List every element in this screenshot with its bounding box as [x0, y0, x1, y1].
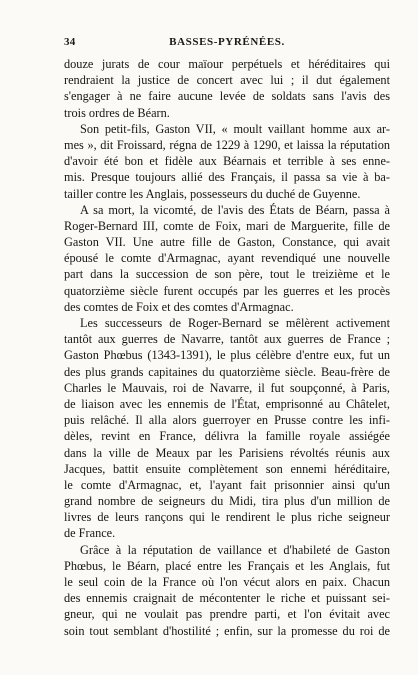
text-line: puis relâché. Il alla alors guerroyer en Prusse contre les infi- — [64, 413, 390, 428]
text-line: s'engager à ne faire aucune levée de soldats sans l'avis des — [64, 89, 390, 104]
text-line: livres de leurs rançons qui le rendirent le plus riche seigneur — [64, 510, 390, 525]
text-line: dans la ville de Meaux par les Parisiens révoltés réunis aux — [64, 445, 390, 460]
text-line: le comte d'Armagnac, et, l'ayant fait prisonnier ainsi qu'un — [64, 477, 390, 492]
text-line: le seul coin de la France où l'on vécut alors en paix. Chacun — [64, 575, 390, 589]
text-line: part dans la succession de son père, tout le treizième et le — [64, 267, 390, 282]
text-line: tailler contre les Anglais, possesseurs du duché de Guyenne. — [64, 186, 361, 201]
text-line: d'avoir été bon et fidèle aux Béarnais et terrible à ses enne- — [64, 154, 390, 169]
text-line: Roger-Bernard III, comte de Foix, mari de Marguerite, fille de — [64, 218, 390, 233]
running-title: BASSES-PYRÉNÉES. — [169, 36, 285, 48]
text-line: rendraient la justice de concert avec lui ; il dut également — [64, 73, 390, 88]
text-line: Phœbus, le Béarn, placé entre les Français et les Anglais, fut — [64, 558, 390, 573]
text-line: Jacques, battit ensuite complètement son ennemi héréditaire, — [64, 461, 390, 476]
text-line: douze jurats de cour maïour perpétuels et héréditaires qui — [64, 57, 390, 71]
body-text — [64, 56, 390, 639]
text-line: dèles, revint en France, délivra la famille royale assiégée — [64, 429, 390, 444]
text-line: Grâce à la réputation de vaillance et d'habileté de Gaston — [80, 542, 390, 557]
text-line: mes », dit Froissard, régna de 1229 à 1290, et laissa la réputation — [64, 137, 390, 152]
text-line: Charles le Mauvais, roi de Navarre, il fut soupçonné, à Paris, — [64, 380, 390, 395]
text-line: soin tout semblant d'hostilité ; enfin, sur la promesse du roi de — [64, 623, 390, 638]
text-line: Gaston Phœbus (1343-1391), le plus célèbre d'entre eux, fut un — [64, 348, 390, 363]
text-line: Son petit-fils, Gaston VII, « moult vaillant homme aux ar- — [80, 121, 390, 136]
text-line: épousé le comte d'Armagnac, ayant revendiqué une nouvelle — [64, 251, 390, 266]
page-number: 34 — [64, 36, 76, 48]
text-line: de France. — [64, 526, 116, 541]
text-line: quatorzième siècle furent occupés par les guerres et les procès — [64, 283, 390, 298]
text-line: Gaston VII. Une autre fille de Gaston, Constance, qui avait — [64, 235, 390, 250]
text-line: trois ordres de Béarn. — [64, 105, 170, 120]
text-line: gneur, qui ne voulait pas prendre parti, et l'on évitait avec — [64, 607, 390, 622]
text-line: Les successeurs de Roger-Bernard se mêlèrent activement — [80, 316, 390, 330]
text-line: grand nombre de seigneurs du Midi, tira plus d'un million de — [64, 494, 390, 509]
text-line: des comtes de Foix et des comtes d'Armagnac. — [64, 299, 294, 314]
text-line: de liaison avec les ennemis de l'État, emprisonné au Châtelet, — [64, 396, 390, 411]
text-line: tantôt aux guerres de Navarre, tantôt aux guerres de France ; — [64, 332, 390, 347]
text-line: des plus grands capitaines du quatorzième siècle. Beau-frère de — [64, 364, 390, 379]
text-line: des ennemis craignait de mécontenter le riche et puissant sei- — [64, 591, 390, 606]
running-head — [64, 36, 390, 50]
text-line: A sa mort, la vicomté, de l'avis des États de Béarn, passa à — [80, 202, 390, 217]
text-line: mis. Presque toujours allié des Français, il passa sa vie à ba- — [64, 170, 390, 185]
